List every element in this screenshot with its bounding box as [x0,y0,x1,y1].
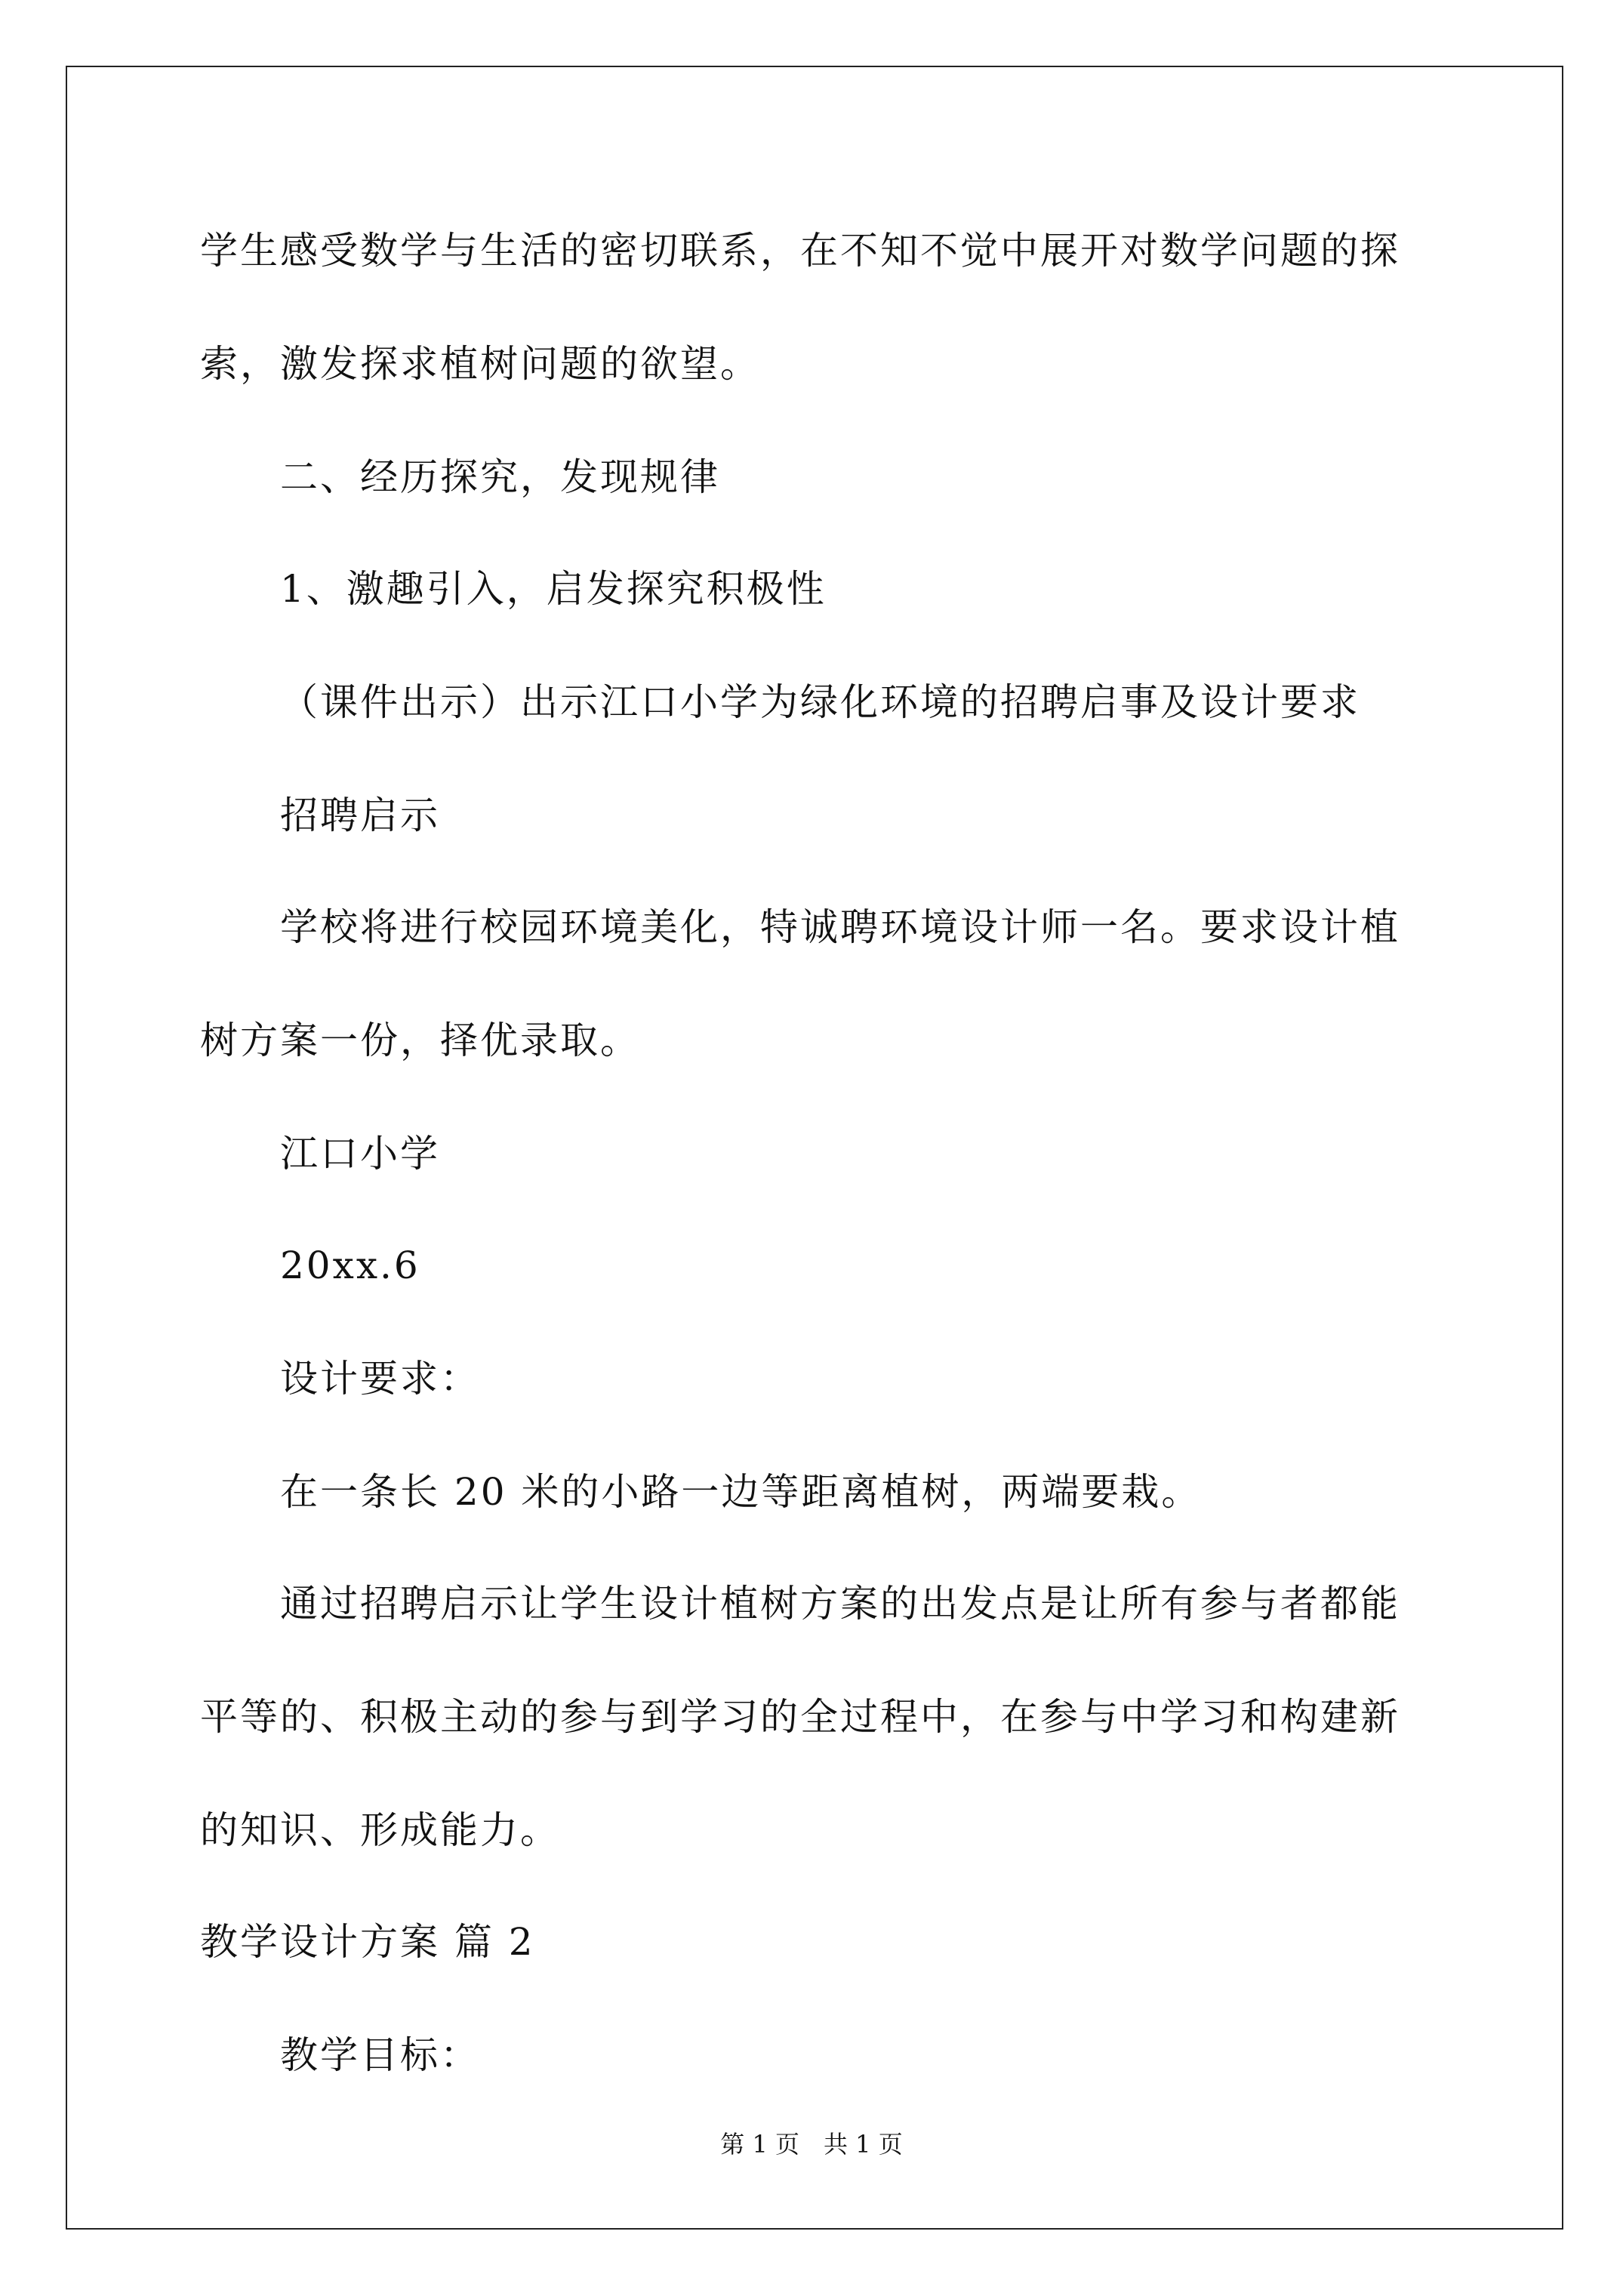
paragraph-line: 学校将进行校园环境美化，特诚聘环境设计师一名。要求设计植 [280,905,1400,949]
notice-title: 招聘启示 [280,794,440,837]
notice-date: 20xx.6 [280,1244,420,1287]
notice-signature: 江口小学 [280,1132,440,1176]
paragraph-line: 的知识、形成能力。 [200,1808,560,1852]
paragraph-line: 平等的、积极主动的参与到学习的全过程中，在参与中学习和构建新 [200,1695,1400,1739]
objectives-heading: 教学目标： [280,2033,480,2077]
paragraph-line: 学生感受数学与生活的密切联系，在不知不觉中展开对数学问题的探 [200,229,1400,273]
plan-title: 教学设计方案 篇 2 [200,1920,535,1964]
paragraph-line: 通过招聘启示让学生设计植树方案的出发点是让所有参与者都能 [280,1582,1400,1626]
paragraph-line: （课件出示）出示江口小学为绿化环境的招聘启事及设计要求 [280,680,1360,724]
page-number: 第 1 页 共 1 页 [720,2130,903,2159]
paragraph-line: 索，激发探求植树问题的欲望。 [200,342,760,386]
paragraph-line: 树方案一份，择优录取。 [200,1019,640,1062]
paragraph-line: 在一条长 20 米的小路一边等距离植树，两端要栽。 [280,1470,1202,1514]
requirements-heading: 设计要求： [280,1357,480,1401]
subsection-heading: 1、激趣引入，启发探究积极性 [280,567,827,611]
section-heading: 二、经历探究，发现规律 [280,455,720,499]
